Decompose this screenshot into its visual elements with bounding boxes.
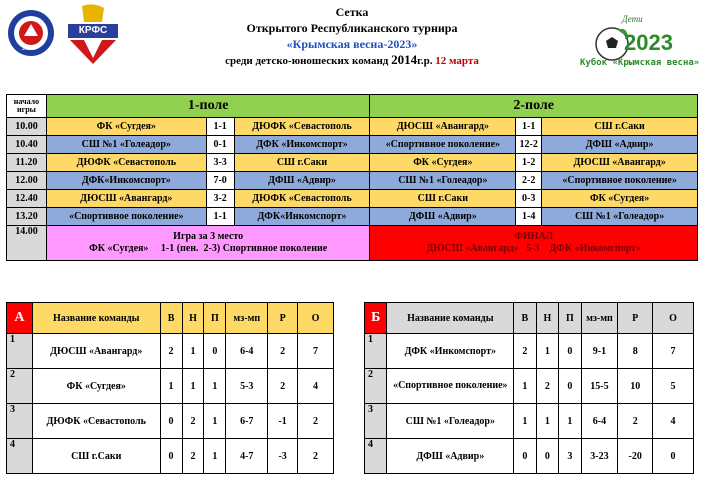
goals: 6-4 xyxy=(226,334,268,369)
goals: 4-7 xyxy=(226,439,268,474)
place: 4 xyxy=(7,439,33,474)
goals: 3-23 xyxy=(581,439,618,474)
col-points: О xyxy=(298,303,334,334)
standings-row xyxy=(365,439,694,474)
col-diff: Р xyxy=(618,303,653,334)
goal-diff: 8 xyxy=(618,334,653,369)
crimean-spring-cup-logo: Дети 2023 Кубок «Крымская весна» xyxy=(580,14,700,68)
away-team: СШ №1 «Голеадор» xyxy=(542,208,698,226)
points: 4 xyxy=(298,369,334,404)
losses: 1 xyxy=(204,439,226,474)
points: 2 xyxy=(298,404,334,439)
federation-logo: 2016 xyxy=(6,6,56,64)
standings-row xyxy=(365,334,694,369)
home-team: СШ г.Саки xyxy=(370,190,516,208)
field-1-header: 1-поле xyxy=(46,95,370,118)
team-name: ДЮСШ «Авангард» xyxy=(32,334,160,369)
losses: 0 xyxy=(559,334,581,369)
home-team: ДФК«Инкомспорт» xyxy=(46,172,206,190)
goal-diff: 2 xyxy=(268,369,298,404)
home-team: ФК «Сугдея» xyxy=(46,118,206,136)
match-time: 13.20 xyxy=(7,208,47,226)
place: 2 xyxy=(365,369,387,404)
match-time: 10.40 xyxy=(7,136,47,154)
team-name: СШ №1 «Голеадор» xyxy=(387,404,514,439)
team-name: ДФК «Инкомспорт» xyxy=(387,334,514,369)
away-team: ДЮФК «Севастополь xyxy=(234,190,370,208)
away-team: СШ г.Саки xyxy=(234,154,370,172)
match-score: 3-3 xyxy=(206,154,234,172)
goal-diff: 10 xyxy=(618,369,653,404)
final-result: ДЮСШ «Авангард» 5-3 ДФК «Инкомспорт» xyxy=(426,243,641,254)
krfs-logo: КРФС xyxy=(62,2,124,66)
match-score: 12-2 xyxy=(516,136,542,154)
losses: 3 xyxy=(559,439,581,474)
goals: 9-1 xyxy=(581,334,618,369)
away-team: ДФШ «Адвир» xyxy=(542,136,698,154)
points: 7 xyxy=(298,334,334,369)
group-b-letter: Б xyxy=(365,303,387,334)
schedule-row xyxy=(7,136,698,154)
draws: 1 xyxy=(536,404,558,439)
match-score: 0-3 xyxy=(516,190,542,208)
losses: 1 xyxy=(204,369,226,404)
col-team-name: Название команды xyxy=(387,303,514,334)
team-name: «Спортивное поколение» xyxy=(387,369,514,404)
standings-row xyxy=(7,439,334,474)
match-score: 2-2 xyxy=(516,172,542,190)
header-tournament: Открытого Республиканского турнира xyxy=(246,21,458,35)
goal-diff: -20 xyxy=(618,439,653,474)
col-draws: Н xyxy=(182,303,204,334)
away-team: ДЮСШ «Авангард» xyxy=(542,154,698,172)
home-team: ДЮСШ «Авангард» xyxy=(370,118,516,136)
points: 2 xyxy=(298,439,334,474)
standings-row xyxy=(365,404,694,439)
home-team: ФК «Сугдея» xyxy=(370,154,516,172)
standings-row xyxy=(7,334,334,369)
losses: 1 xyxy=(204,404,226,439)
draws: 2 xyxy=(536,369,558,404)
wins: 1 xyxy=(514,369,536,404)
points: 4 xyxy=(653,404,694,439)
schedule-row xyxy=(7,118,698,136)
draws: 2 xyxy=(182,404,204,439)
home-team: «Спортивное поколение» xyxy=(46,208,206,226)
third-place-title: Игра за 3 место xyxy=(173,231,244,242)
home-team: СШ №1 «Голеадор» xyxy=(370,172,516,190)
document-header xyxy=(150,4,554,69)
draws: 1 xyxy=(182,369,204,404)
match-score: 1-1 xyxy=(206,118,234,136)
col-points: О xyxy=(653,303,694,334)
wins: 0 xyxy=(514,439,536,474)
standings-row xyxy=(365,369,694,404)
header-subtitle: среди детско-юношеских команд 2014г.р. 12 марта xyxy=(225,52,479,67)
match-score: 1-1 xyxy=(516,118,542,136)
home-team: СШ №1 «Голеадор» xyxy=(46,136,206,154)
goal-diff: 2 xyxy=(618,404,653,439)
group-b-table xyxy=(364,302,694,474)
match-score: 0-1 xyxy=(206,136,234,154)
match-score: 1-1 xyxy=(206,208,234,226)
place: 3 xyxy=(7,404,33,439)
standings-row xyxy=(7,404,334,439)
start-time-header: начало игры xyxy=(7,95,47,118)
goals: 6-7 xyxy=(226,404,268,439)
col-wins: В xyxy=(160,303,182,334)
place: 1 xyxy=(7,334,33,369)
goal-diff: -1 xyxy=(268,404,298,439)
col-goals: мз-мп xyxy=(226,303,268,334)
header-tournament-name: «Крымская весна-2023» xyxy=(286,37,418,51)
col-team-name: Название команды xyxy=(32,303,160,334)
final-row xyxy=(7,226,698,261)
place: 1 xyxy=(365,334,387,369)
col-wins: В xyxy=(514,303,536,334)
place: 2 xyxy=(7,369,33,404)
losses: 0 xyxy=(559,369,581,404)
group-a-letter: А xyxy=(7,303,33,334)
away-team: ДФК«Инкомспорт» xyxy=(234,208,370,226)
losses: 0 xyxy=(204,334,226,369)
match-time: 12.40 xyxy=(7,190,47,208)
match-score: 1-4 xyxy=(516,208,542,226)
col-draws: Н xyxy=(536,303,558,334)
away-team: СШ г.Саки xyxy=(542,118,698,136)
home-team: ДФШ «Адвир» xyxy=(370,208,516,226)
place: 4 xyxy=(365,439,387,474)
goal-diff: -3 xyxy=(268,439,298,474)
third-place-result: ФК «Сугдея» 1-1 (пен. 2-3) Спортивное поколение xyxy=(89,243,328,254)
away-team: ФК «Сугдея» xyxy=(542,190,698,208)
schedule-row xyxy=(7,172,698,190)
field-2-header: 2-поле xyxy=(370,95,698,118)
match-time: 10.00 xyxy=(7,118,47,136)
goal-diff: 2 xyxy=(268,334,298,369)
wins: 1 xyxy=(160,369,182,404)
wins: 2 xyxy=(160,334,182,369)
col-losses: П xyxy=(559,303,581,334)
goals: 6-4 xyxy=(581,404,618,439)
group-a-table xyxy=(6,302,334,474)
wins: 2 xyxy=(514,334,536,369)
final-match xyxy=(370,226,698,261)
home-team: ДЮСШ «Авангард» xyxy=(46,190,206,208)
standings-row xyxy=(7,369,334,404)
third-place-match xyxy=(46,226,370,261)
draws: 2 xyxy=(182,439,204,474)
wins: 0 xyxy=(160,439,182,474)
final-title: ФИНАЛ xyxy=(514,231,554,242)
schedule-row xyxy=(7,190,698,208)
team-name: СШ г.Саки xyxy=(32,439,160,474)
final-time: 14.00 xyxy=(7,226,47,261)
away-team: «Спортивное поколение» xyxy=(542,172,698,190)
away-team: ДЮФК «Севастополь xyxy=(234,118,370,136)
away-team: ДФК «Инкомспорт» xyxy=(234,136,370,154)
goals: 5-3 xyxy=(226,369,268,404)
schedule-row xyxy=(7,154,698,172)
col-losses: П xyxy=(204,303,226,334)
header-title: Сетка xyxy=(335,5,369,19)
losses: 1 xyxy=(559,404,581,439)
match-score: 1-2 xyxy=(516,154,542,172)
draws: 1 xyxy=(182,334,204,369)
match-schedule-table xyxy=(6,94,698,261)
team-name: ФК «Сугдея» xyxy=(32,369,160,404)
wins: 0 xyxy=(160,404,182,439)
match-time: 12.00 xyxy=(7,172,47,190)
place: 3 xyxy=(365,404,387,439)
home-team: ДЮФК «Севастополь xyxy=(46,154,206,172)
home-team: «Спортивное поколение» xyxy=(370,136,516,154)
goals: 15-5 xyxy=(581,369,618,404)
match-score: 3-2 xyxy=(206,190,234,208)
col-goals: мз-мп xyxy=(581,303,618,334)
points: 0 xyxy=(653,439,694,474)
wins: 1 xyxy=(514,404,536,439)
team-name: ДФШ «Адвир» xyxy=(387,439,514,474)
match-score: 7-0 xyxy=(206,172,234,190)
away-team: ДФШ «Адвир» xyxy=(234,172,370,190)
schedule-row xyxy=(7,208,698,226)
team-name: ДЮФК «Севастополь xyxy=(32,404,160,439)
draws: 1 xyxy=(536,334,558,369)
col-diff: Р xyxy=(268,303,298,334)
match-time: 11.20 xyxy=(7,154,47,172)
points: 7 xyxy=(653,334,694,369)
points: 5 xyxy=(653,369,694,404)
draws: 0 xyxy=(536,439,558,474)
